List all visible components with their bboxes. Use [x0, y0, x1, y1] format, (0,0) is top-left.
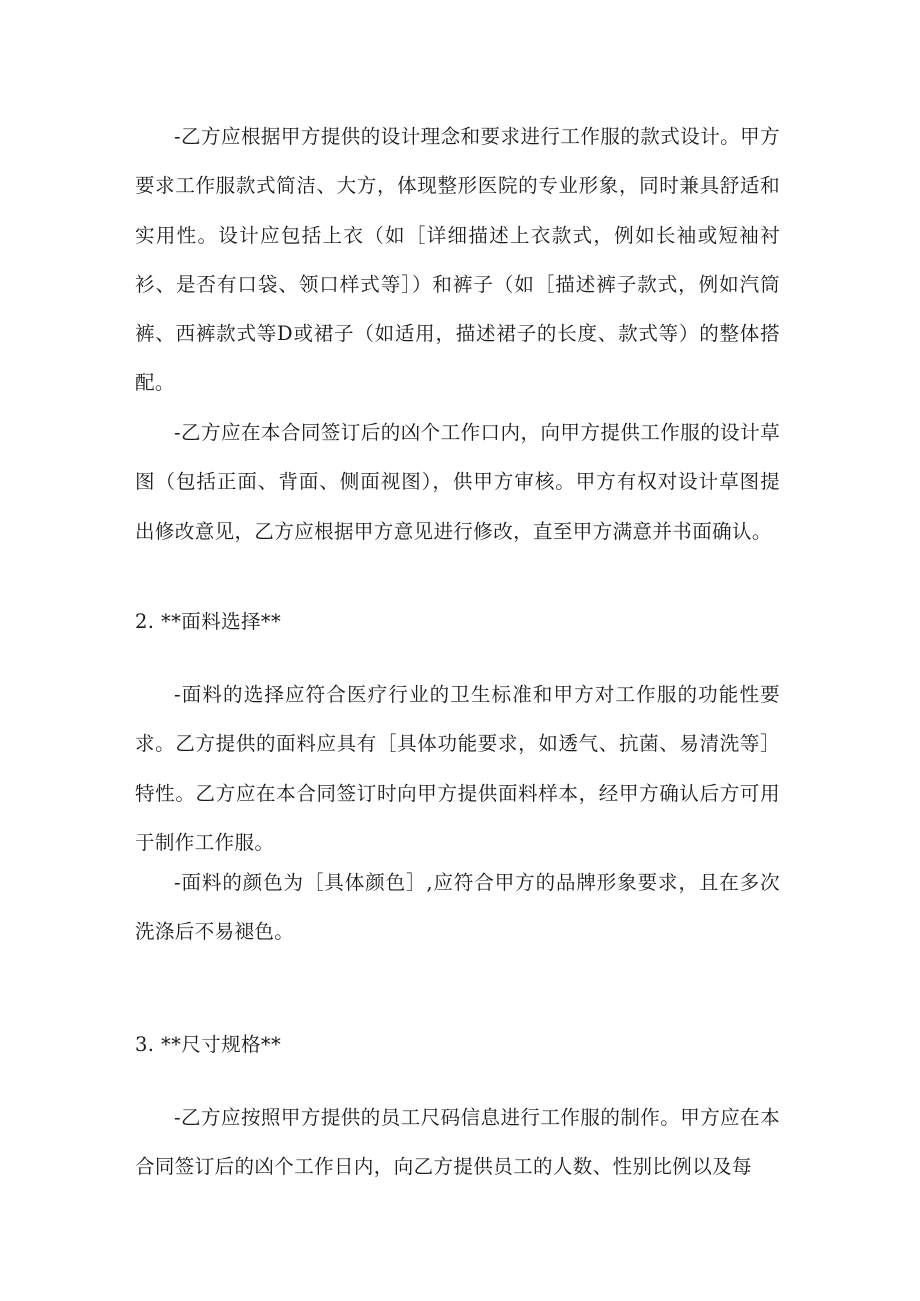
paragraph-fabric-requirements: -面料的选择应符合医疗行业的卫生标准和甲方对工作服的功能性要求。乙方提供的面料应具有［具体功能要求，如透气、抗菌、易清洗等］特性。乙方应在本合同签订时向甲方提供面料样本，经甲方确认后方可用于制作工作服。: [135, 683, 780, 854]
paragraph-design-draft: -乙方应在本合同签订后的凶个工作口内，向甲方提供工作服的设计草图（包括正面、背面、侧面视图），供甲方审核。甲方有权对设计草图提出修改意见，乙方应根据甲方意见进行修改，直至甲方满意并书面确认。: [135, 421, 780, 543]
paragraph-style-design: -乙方应根据甲方提供的设计理念和要求进行工作服的款式设计。甲方要求工作服款式简洁、大方，体现整形医院的专业形象，同时兼具舒适和实用性。设计应包括上衣（如［详细描述上衣款式，例如长袖或短袖衬衫、是否有口袋、领口样式等］）和裤子（如［描述裤子款式，例如汽筒裤、西裤款式等D或裙子（如适用，描述裙子的长度、款式等）的整体搭配。: [135, 125, 780, 395]
paragraph-fabric-color: -面料的颜色为［具体颜色］,应符合甲方的品牌形象要求，且在多次洗涤后不易褪色。: [135, 871, 780, 944]
section-heading-fabric: 2. **面料选择**: [135, 610, 282, 633]
section-heading-size: 3. **尺寸规格**: [135, 1033, 282, 1056]
paragraph-size-info: -乙方应按照甲方提供的员工尺码信息进行工作服的制作。甲方应在本合同签订后的凶个工作日内，向乙方提供员工的人数、性别比例以及每: [135, 1106, 780, 1179]
